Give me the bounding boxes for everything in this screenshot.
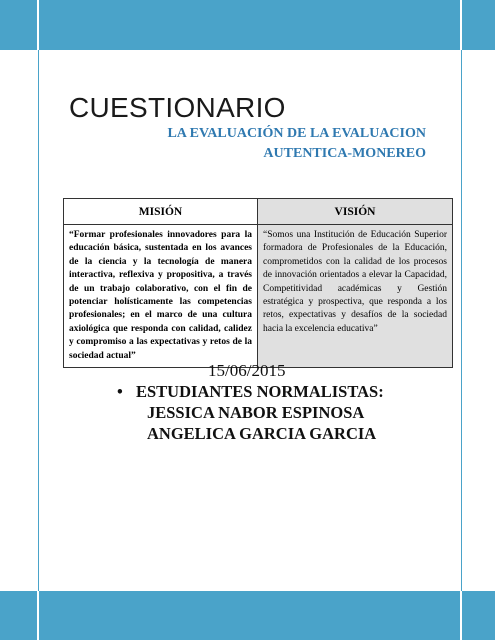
mission-vision-table [63,198,453,368]
vision-text: “Somos una Institución de Educación Superior formadora de Profesionales de la Educación, comprometidos con la calidad de los procesos de innovación orientados a elevar la Capacidad, Competitividad académicas y Gestión estratégica y prospectiva, que responda a los retos, expectativas y desafíos de la sociedad hacia la excelencia educativa” [258,225,453,368]
student-name: JESSICA NABOR ESPINOSA [147,403,365,422]
table-header-row [64,199,453,225]
mision-text: “Formar profesionales innovadores para la educación básica, sustentada en los avances de la ciencia y la tecnología de manera interactiva, reflexiva y propositiva, a través de un trabajo colaborativo, con el fin de potenciar holísticamente las competencias profesionales; en el marco de una cultura axiológica que responda con calidad, calidez y compromiso a las expectativas y retos de la sociedad actual” [64,225,258,368]
table-body-row [64,225,453,368]
student-name: ANGELICA GARCIA GARCIA [147,424,377,443]
students-block [117,381,384,444]
mision-heading: MISIÓN [64,199,258,225]
bullet-icon: • [117,382,123,401]
band-stripe [37,0,39,50]
vision-heading: VISIÓN [258,199,453,225]
right-margin-line [461,50,462,591]
band-stripe [460,591,462,640]
document-title: CUESTIONARIO [69,92,286,123]
band-stripe [460,0,462,50]
left-margin-line [38,50,39,591]
band-stripe [37,591,39,640]
students-heading: ESTUDIANTES NORMALISTAS: [136,382,384,401]
document-subtitle: LA EVALUACIÓN DE LA EVALUACION AUTENTICA-MONEREO [167,126,426,161]
bottom-decorative-band [0,591,495,640]
top-decorative-band [0,0,495,50]
document-date: 15/06/2015 [208,361,286,380]
